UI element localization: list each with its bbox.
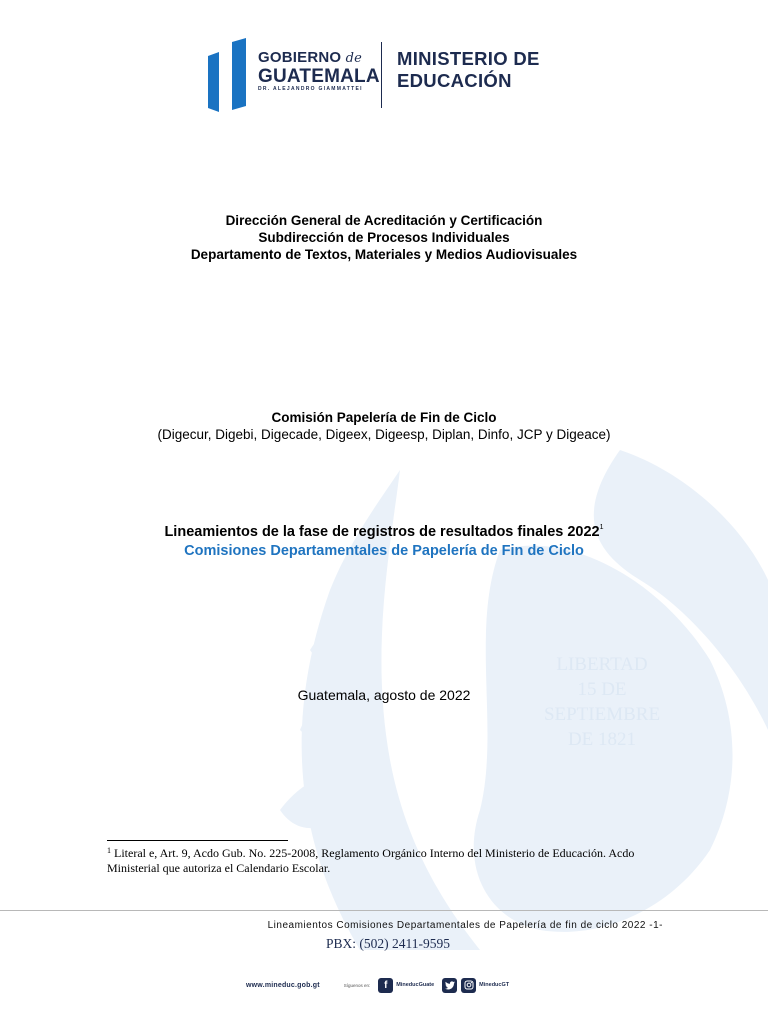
facebook-handle[interactable]: MineducGuate: [396, 982, 435, 988]
president-name: DR. ALEJANDRO GIAMMATTEI: [258, 86, 363, 92]
footnote-number: 1: [107, 846, 111, 855]
direccion-line-3: Departamento de Textos, Materiales y Medios Audiovisuales: [190, 247, 578, 262]
instagram-handle[interactable]: MineducGT: [479, 982, 510, 988]
siguenos-label: Síguenos en:: [343, 982, 371, 988]
logo-divider: [381, 42, 382, 108]
twitter-icon[interactable]: [442, 978, 457, 993]
comision-subtitle: (Digecur, Digebi, Digecade, Digeex, Digeesp, Diplan, Dinfo, JCP y Digeace): [157, 427, 611, 442]
comision-title: Comisión Papelería de Fin de Ciclo: [271, 410, 497, 425]
direccion-block: [0, 212, 768, 263]
place-date: Guatemala, agosto de 2022: [297, 687, 471, 703]
lineamientos-title-text: Lineamientos de la fase de registros de resultados finales 2022: [164, 524, 600, 540]
watermark-text-2: 15 DE: [577, 679, 627, 700]
footnote-rule: [107, 840, 288, 841]
gobierno-wordmark: [258, 50, 383, 93]
website-link[interactable]: www.mineduc.gob.gt: [246, 981, 320, 989]
gobierno-text: GOBIERNO: [258, 49, 342, 66]
ministerio-wordmark: [397, 48, 540, 92]
guatemala-text: GUATEMALA: [258, 66, 380, 87]
direccion-line-1: Dirección General de Acreditación y Certificación: [225, 213, 543, 228]
footer-pbx: PBX: (502) 2411-9595: [326, 936, 450, 951]
footnote-ref[interactable]: 1: [599, 524, 604, 531]
ministerio-line2: EDUCACIÓN: [397, 70, 512, 91]
footer-contact-bar: [246, 975, 513, 995]
lineamientos-title: [0, 523, 768, 541]
ministerio-line1: MINISTERIO DE: [397, 48, 540, 69]
lineamientos-subtitle: Comisiones Departamentales de Papelería de Fin de Ciclo: [184, 543, 584, 559]
instagram-icon[interactable]: [461, 978, 476, 993]
footer-rule: [0, 910, 768, 911]
footnote-text: Literal e, Art. 9, Acdo Gub. No. 225-2008, Reglamento Orgánico Interno del Ministerio de Educación. Acdo Ministerial que autoriza el Calendario Escolar.: [107, 846, 635, 875]
facebook-icon[interactable]: f: [378, 978, 393, 993]
direccion-line-2: Subdirección de Procesos Individuales: [258, 230, 510, 245]
watermark-text-4: DE 1821: [567, 729, 637, 750]
footer-document-title: Lineamientos Comisiones Departamentales de Papelería de fin de ciclo 2022 -1-: [267, 920, 663, 931]
watermark-text-3: SEPTIEMBRE: [543, 704, 661, 725]
watermark-text-1: LIBERTAD: [556, 654, 648, 675]
gobierno-de-text: de: [345, 51, 363, 66]
footnote: [107, 846, 667, 876]
guatemala-flag-icon: [206, 36, 252, 114]
